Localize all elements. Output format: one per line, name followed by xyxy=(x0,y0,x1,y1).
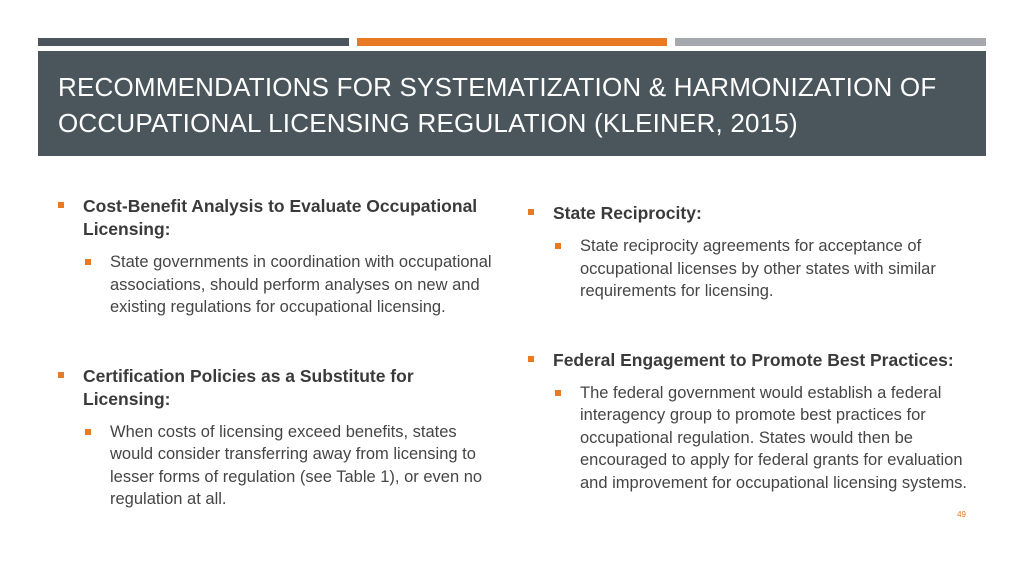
square-bullet-icon xyxy=(555,390,561,396)
bullet-heading-cost-benefit: Cost-Benefit Analysis to Evaluate Occupational Licensing: xyxy=(58,195,498,241)
left-column xyxy=(58,195,498,511)
square-bullet-icon xyxy=(85,429,91,435)
page-number: 49 xyxy=(957,510,966,519)
top-accent-bar-gray xyxy=(675,38,986,46)
square-bullet-icon xyxy=(528,209,534,215)
right-column xyxy=(528,202,973,494)
top-accent-bar-orange xyxy=(357,38,667,46)
slide-title: RECOMMENDATIONS FOR SYSTEMATIZATION & HARMONIZATION OF OCCUPATIONAL LICENSING REGULATION (KLEINER, 2015) xyxy=(58,72,937,138)
bullet-heading-reciprocity: State Reciprocity: xyxy=(528,202,973,225)
bullet-detail-reciprocity: State reciprocity agreements for acceptance of occupational licenses by other states with similar requirements for licensing. xyxy=(528,235,973,303)
square-bullet-icon xyxy=(85,259,91,265)
bullet-detail-cost-benefit: State governments in coordination with occupational associations, should perform analyses on new and existing regulations for occupational licensing. xyxy=(58,251,498,319)
bullet-heading-certification: Certification Policies as a Substitute for Licensing: xyxy=(58,365,498,411)
bullet-detail-federal-engagement: The federal government would establish a federal interagency group to promote best practices for occupational regulation. States would then be encouraged to apply for federal grants for evaluation and improvement for occupational licensing systems. xyxy=(528,382,973,495)
square-bullet-icon xyxy=(555,243,561,249)
square-bullet-icon xyxy=(58,202,64,208)
square-bullet-icon xyxy=(58,372,64,378)
top-accent-bar-dark xyxy=(38,38,349,46)
bullet-detail-certification: When costs of licensing exceed benefits, states would consider transferring away from licensing to lesser forms of regulation (see Table 1), or even no regulation at all. xyxy=(58,421,498,511)
square-bullet-icon xyxy=(528,356,534,362)
bullet-heading-federal-engagement: Federal Engagement to Promote Best Practices: xyxy=(528,349,973,372)
title-banner xyxy=(38,51,986,156)
